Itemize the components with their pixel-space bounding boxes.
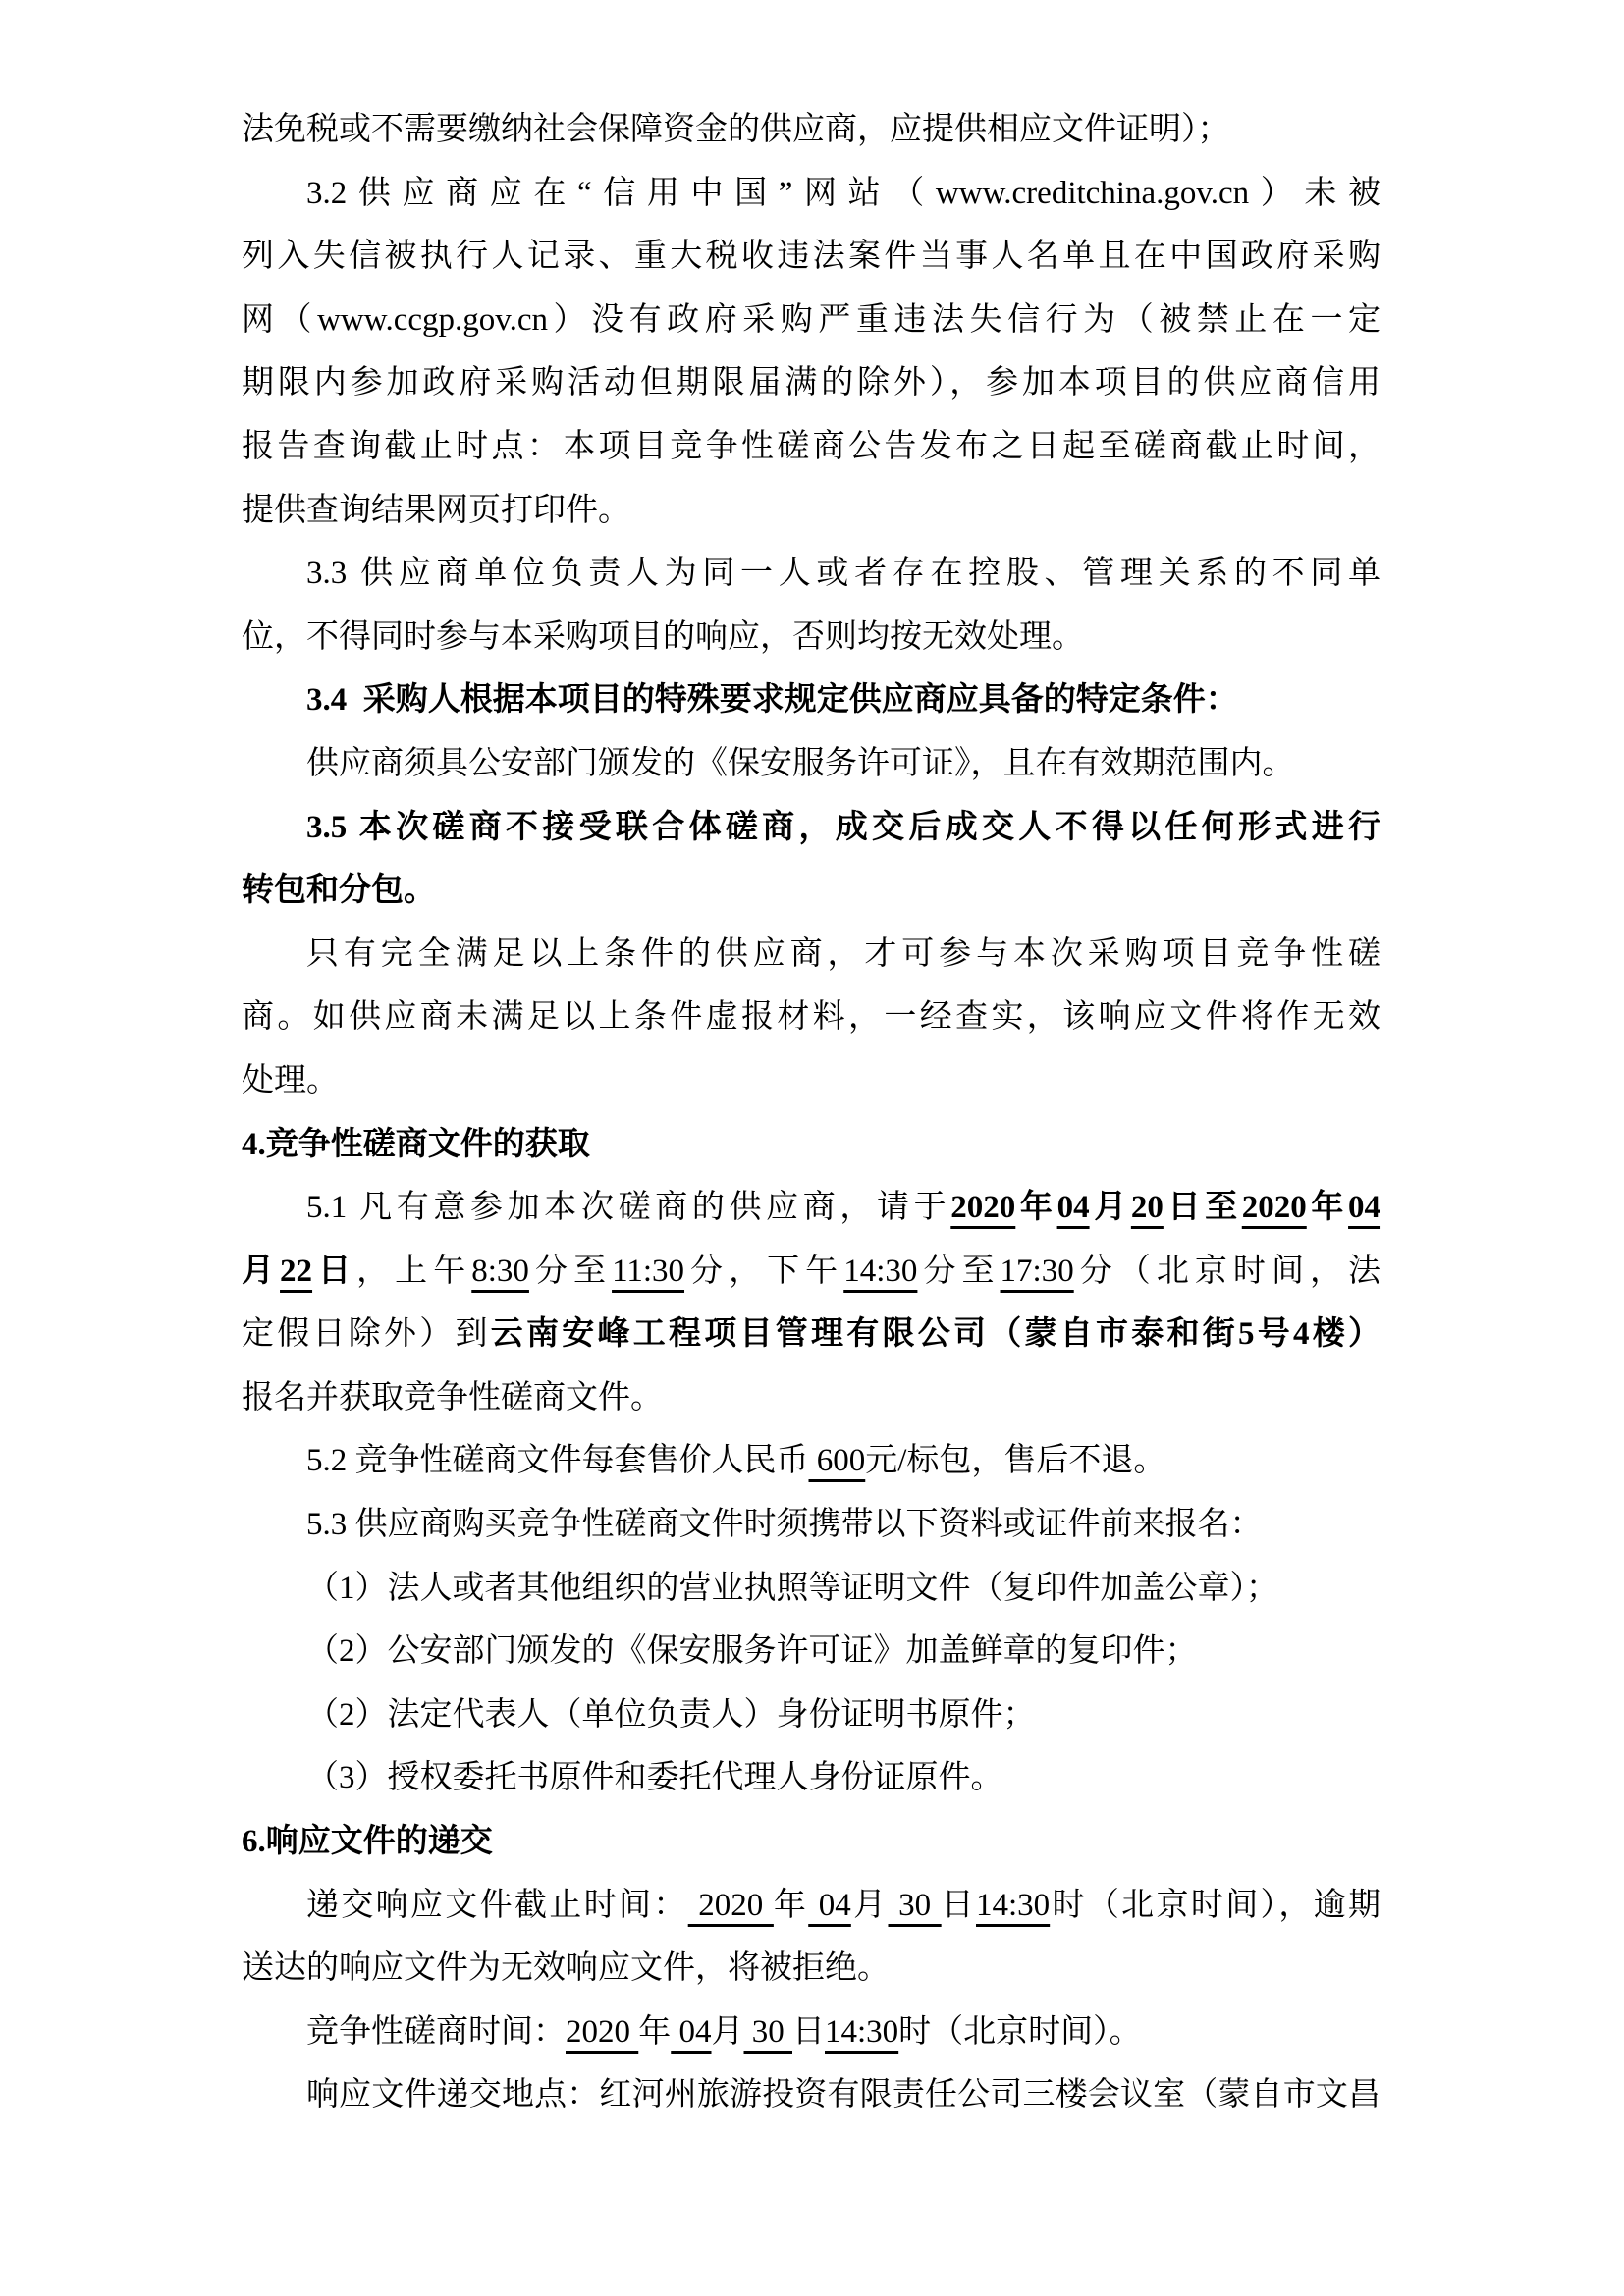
underlined-text: 8:30 <box>471 1253 529 1289</box>
text-line-30 <box>242 1937 1380 2001</box>
underlined-text: 2020 <box>1241 1190 1307 1226</box>
bold-text: 日 <box>312 1253 357 1289</box>
underlined-text: 14:30 <box>843 1253 918 1289</box>
text-run: 年 <box>773 1887 809 1923</box>
underlined-text: 14:30 <box>825 2013 899 2050</box>
text-line-1 <box>242 98 1380 162</box>
bold-text: 6.响应文件的递交 <box>242 1824 493 1860</box>
text-run: 供应商须具公安部门颁发的《保安服务许可证》，且在有效期范围内。 <box>306 745 1295 781</box>
text-line-11 <box>242 732 1380 796</box>
text-line-22 <box>242 1429 1380 1493</box>
text-line-3 <box>242 225 1380 289</box>
text-line-20 <box>242 1303 1380 1366</box>
text-run: 3.2供应商应在“信用中国”网站（www.creditchina.gov.cn）未被 <box>306 175 1380 211</box>
text-line-17 <box>242 1113 1380 1177</box>
text-run: ，上午 <box>356 1253 472 1289</box>
text-run: 报告查询截止时点：本项目竞争性磋商公告发布之日起至磋商截止时间， <box>242 428 1380 464</box>
text-run: 元/标包，售后不退。 <box>865 1443 1166 1479</box>
underlined-text: 04 <box>808 1887 851 1923</box>
text-line-2 <box>242 162 1380 226</box>
underlined-text: 30 <box>888 1887 942 1923</box>
text-run: 分（北京时间，法 <box>1073 1253 1381 1289</box>
text-run: 3.3 供应商单位负责人为同一人或者存在控股、管理关系的不同单 <box>306 556 1380 592</box>
text-run: 月 <box>850 1887 889 1923</box>
text-line-5 <box>242 351 1380 415</box>
text-line-21 <box>242 1366 1380 1430</box>
underlined-text: 30 <box>743 2013 792 2050</box>
text-line-27 <box>242 1746 1380 1810</box>
bold-text: 3.5 本次磋商不接受联合体磋商，成交后成交人不得以任何形式进行 <box>306 809 1380 845</box>
text-run: 处理。 <box>242 1062 339 1098</box>
text-run: 定假日除外）到 <box>242 1316 491 1353</box>
text-line-16 <box>242 1049 1380 1113</box>
text-run: 提供查询结果网页打印件。 <box>242 492 630 528</box>
bold-text: 4.竞争性磋商文件的获取 <box>242 1126 590 1162</box>
text-line-23 <box>242 1493 1380 1557</box>
text-line-15 <box>242 986 1380 1049</box>
text-run: 年 <box>638 2013 672 2050</box>
text-line-14 <box>242 923 1380 987</box>
underlined-text: 14:30 <box>976 1887 1051 1923</box>
text-run: 时（北京时间）。 <box>898 2013 1142 2050</box>
text-line-7 <box>242 479 1380 543</box>
bold-text: 月 <box>1089 1190 1131 1226</box>
underlined-text: 04 <box>1056 1190 1090 1226</box>
text-run: 位，不得同时参与本采购项目的响应，否则均按无效处理。 <box>242 618 1084 655</box>
text-run: 时（北京时间），逾期 <box>1050 1887 1381 1923</box>
text-line-18 <box>242 1176 1380 1240</box>
text-line-31 <box>242 2001 1380 2064</box>
underlined-text: 600 <box>808 1443 866 1479</box>
text-run: 分至 <box>917 1253 1001 1289</box>
text-run: （3）授权委托书原件和委托代理人身份证原件。 <box>306 1760 1003 1796</box>
text-run: 5.3 供应商购买竞争性磋商文件时须携带以下资料或证件前来报名： <box>306 1507 1263 1543</box>
text-run: （2）法定代表人（单位负责人）身份证明书原件； <box>306 1696 1036 1733</box>
text-run: 递交响应文件截止时间： <box>306 1887 688 1923</box>
text-line-12 <box>242 796 1380 860</box>
bold-text: 3.4 采购人根据本项目的特殊要求规定供应商应具备的特定条件： <box>306 682 1238 719</box>
text-line-26 <box>242 1683 1380 1747</box>
text-run: 期限内参加政府采购活动但期限届满的除外），参加本项目的供应商信用 <box>242 365 1380 401</box>
text-run: 网（www.ccgp.gov.cn）没有政府采购严重违法失信行为（被禁止在一定 <box>242 301 1380 338</box>
text-run: 竞争性磋商时间： <box>306 2013 566 2050</box>
text-line-29 <box>242 1874 1380 1938</box>
text-run: 商。如供应商未满足以上条件虚报材料，一经查实，该响应文件将作无效 <box>242 999 1380 1036</box>
bold-text: 转包和分包。 <box>242 873 436 909</box>
text-line-19 <box>242 1240 1380 1304</box>
underlined-text: 22 <box>280 1253 313 1289</box>
underlined-text: 2020 <box>950 1190 1016 1226</box>
text-line-25 <box>242 1620 1380 1683</box>
underlined-text: 2020 <box>687 1887 774 1923</box>
underlined-text: 04 <box>671 2013 712 2050</box>
text-line-13 <box>242 859 1380 923</box>
text-run: （1）法人或者其他组织的营业执照等证明文件（复印件加盖公章）； <box>306 1570 1278 1606</box>
text-line-4 <box>242 289 1380 352</box>
text-run: 法免税或不需要缴纳社会保障资金的供应商，应提供相应文件证明）； <box>242 112 1230 147</box>
document-body <box>242 98 1380 2127</box>
text-line-24 <box>242 1557 1380 1621</box>
text-run: 送达的响应文件为无效响应文件，将被拒绝。 <box>242 1950 890 1987</box>
text-line-28 <box>242 1810 1380 1874</box>
text-line-32 <box>242 2063 1380 2127</box>
bold-text: 日至 <box>1163 1190 1242 1226</box>
text-run: 日 <box>792 2013 825 2050</box>
text-line-8 <box>242 542 1380 606</box>
underlined-text: 20 <box>1130 1190 1164 1226</box>
bold-text: 云南安峰工程项目管理有限公司（蒙自市泰和街5号4楼） <box>490 1316 1380 1353</box>
text-line-10 <box>242 668 1380 732</box>
underlined-text: 17:30 <box>1000 1253 1074 1289</box>
text-run: 分，下午 <box>684 1253 844 1289</box>
text-line-9 <box>242 606 1380 669</box>
underlined-text: 11:30 <box>612 1253 685 1289</box>
bold-text: 年 <box>1306 1190 1349 1226</box>
text-run: 报名并获取竞争性磋商文件。 <box>242 1379 663 1415</box>
text-run: 日 <box>941 1887 976 1923</box>
text-run: 响应文件递交地点：红河州旅游投资有限责任公司三楼会议室（蒙自市文昌 <box>306 2077 1380 2113</box>
underlined-text: 2020 <box>566 2013 639 2050</box>
text-run: 5.1 凡有意参加本次磋商的供应商，请于 <box>306 1190 951 1226</box>
text-run: 5.2 竞争性磋商文件每套售价人民币 <box>306 1443 809 1479</box>
text-run: 只有完全满足以上条件的供应商，才可参与本次采购项目竞争性磋 <box>306 935 1380 972</box>
text-run: （2）公安部门颁发的《保安服务许可证》加盖鲜章的复印件； <box>306 1633 1198 1670</box>
text-run: 月 <box>711 2013 744 2050</box>
text-run: 列入失信被执行人记录、重大税收违法案件当事人名单且在中国政府采购 <box>242 239 1380 275</box>
text-line-6 <box>242 415 1380 479</box>
underlined-text: 04 <box>1348 1190 1381 1226</box>
text-run: 分至 <box>528 1253 613 1289</box>
bold-text: 月 <box>242 1253 281 1289</box>
bold-text: 年 <box>1015 1190 1057 1226</box>
